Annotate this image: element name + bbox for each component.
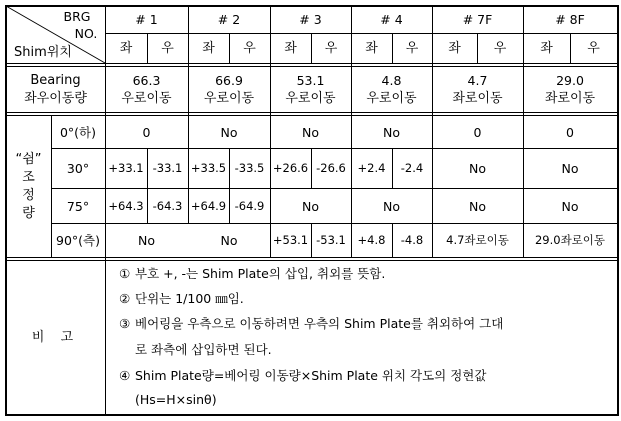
row0-cell: 0 — [142, 124, 151, 140]
remark-text: Shim Plate량=베어링 이동량×Shim Plate 위치 각도의 정현값 — [135, 368, 487, 383]
row90-cell: +53.1 — [272, 233, 309, 247]
remark-item — [119, 265, 385, 282]
remarks-label: 비 고 — [31, 330, 80, 345]
angle-0: 0°(하) — [59, 124, 97, 140]
bearing-value-7f — [432, 67, 523, 112]
left-label: 좌 — [119, 41, 133, 56]
remark-mark: ② — [119, 291, 131, 306]
remark-mark: ④ — [119, 368, 131, 383]
angle-75: 75° — [66, 198, 90, 214]
bearing-amount: 29.0 — [556, 72, 584, 88]
right-label: 우 — [493, 41, 507, 56]
row30-cell: +26.6 — [272, 161, 309, 175]
right-label: 우 — [324, 41, 338, 56]
row90-cell: +4.8 — [357, 233, 386, 247]
row75-cell: No — [561, 198, 579, 214]
row90-cell: -53.1 — [316, 233, 346, 247]
row75-cell: No — [469, 198, 486, 214]
bearing-label-line1: Bearing — [30, 72, 81, 88]
remark-mark: ① — [119, 266, 131, 281]
shim-label-char: 조 — [22, 169, 35, 185]
bearing-direction: 좌로이동 — [452, 90, 503, 106]
bearing-value-8f — [523, 67, 617, 112]
row75-cell: +64.3 — [108, 198, 144, 213]
bearing-direction: 우로이동 — [366, 90, 417, 106]
row0-cell: No — [383, 124, 400, 140]
row90-cell: 29.0좌로이동 — [534, 233, 606, 247]
row30-cell: +33.5 — [190, 161, 227, 175]
row90-cell: -4.8 — [400, 233, 424, 247]
bearing-amount: 4.8 — [381, 72, 402, 88]
right-label: 우 — [243, 41, 256, 56]
col-header-8f: # 8F — [555, 12, 585, 27]
row75-cell: +64.9 — [190, 198, 227, 213]
remark-item — [119, 391, 217, 408]
row75-cell: No — [302, 198, 319, 214]
right-label: 우 — [405, 41, 419, 56]
shim-label-char: “쉼” — [15, 151, 42, 167]
row30-cell: +33.1 — [108, 161, 144, 175]
right-label: 우 — [161, 41, 174, 56]
col-header-4: # 4 — [380, 12, 403, 27]
left-label: 좌 — [284, 41, 297, 56]
row30-cell: +2.4 — [357, 161, 386, 175]
row90-cell: 4.7좌로이동 — [446, 233, 509, 247]
row0-cell: 0 — [473, 124, 482, 140]
left-label: 좌 — [448, 41, 461, 56]
row30-cell: -33.5 — [234, 161, 265, 175]
row90-cell: No — [220, 233, 238, 248]
no-label: NO. — [74, 26, 98, 41]
angle-30: 30° — [66, 161, 90, 176]
bearing-direction: 우로이동 — [285, 90, 336, 106]
bearing-value-1 — [105, 67, 188, 112]
remark-text: 로 좌측에 삽입하면 된다. — [135, 342, 272, 357]
bearing-amount: 66.9 — [215, 72, 243, 88]
row90-cell: No — [138, 233, 155, 248]
bearing-value-2 — [188, 67, 270, 112]
row75-cell: -64.9 — [234, 198, 265, 213]
col-header-1: # 1 — [135, 12, 158, 27]
bearing-value-4 — [351, 67, 432, 112]
left-label: 좌 — [540, 41, 553, 56]
remark-item — [119, 341, 272, 358]
bearing-direction: 좌로이동 — [544, 90, 596, 106]
row30-cell: No — [469, 161, 486, 176]
left-label: 좌 — [202, 41, 215, 56]
row30-cell: -26.6 — [316, 161, 346, 175]
remark-item — [119, 290, 244, 307]
remark-text: 부호 +, -는 Shim Plate의 삽입, 취외를 뜻함. — [135, 266, 386, 281]
remark-mark: ③ — [119, 316, 131, 331]
row0-cell: 0 — [566, 124, 574, 140]
bearing-amount: 53.1 — [296, 72, 325, 88]
col-header-7f: # 7F — [462, 12, 493, 27]
row30-cell: No — [561, 161, 579, 176]
shim-label-char: 량 — [22, 205, 35, 221]
row0-cell: No — [302, 124, 319, 140]
bearing-value-3 — [270, 67, 351, 112]
shim-adjust-label — [6, 116, 51, 257]
shim-label-char: 정 — [22, 187, 35, 203]
bearing-amount: 4.7 — [467, 72, 488, 88]
remark-item — [119, 315, 503, 332]
shim-position-label: Shim위치 — [14, 44, 72, 60]
row30-cell: -33.1 — [152, 161, 183, 175]
remark-text: (Hs=H×sinθ) — [135, 392, 217, 407]
remark-item — [119, 367, 486, 384]
remark-text: 베어링을 우측으로 이동하려면 우측의 Shim Plate를 취외하여 그대 — [135, 316, 504, 331]
row0-cell: No — [220, 124, 238, 140]
bearing-label-line2: 좌우이동량 — [24, 90, 87, 106]
col-header-2: # 2 — [217, 12, 241, 27]
remark-text: 단위는 1/100 ㎜임. — [135, 291, 244, 306]
right-label: 우 — [587, 41, 600, 56]
bearing-label — [6, 67, 105, 112]
shim-adjustment-table — [5, 5, 619, 416]
row75-cell: -64.3 — [152, 198, 183, 213]
row30-cell: -2.4 — [400, 161, 424, 175]
bearing-direction: 우로이동 — [121, 90, 172, 106]
col-header-3: # 3 — [299, 12, 322, 27]
bearing-direction: 우로이동 — [203, 90, 255, 106]
left-label: 좌 — [365, 41, 378, 56]
angle-90: 90°(측) — [56, 233, 100, 248]
row75-cell: No — [383, 198, 400, 214]
brg-label: BRG — [63, 9, 91, 24]
bearing-amount: 66.3 — [132, 72, 161, 88]
